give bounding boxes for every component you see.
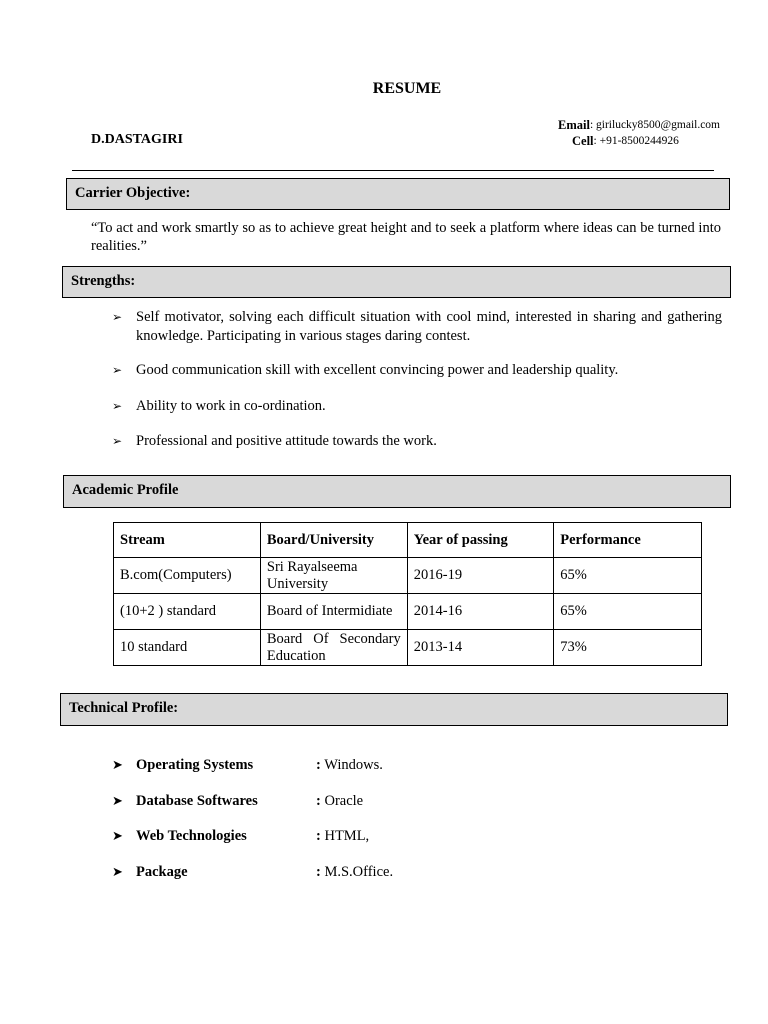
list-item: ➤ Package : M.S.Office.	[112, 863, 394, 880]
tech-key: Operating Systems	[136, 757, 254, 773]
cell-label: Cell	[572, 134, 594, 148]
technical-list	[112, 757, 393, 899]
arrow-bullet-icon: ➢	[112, 399, 123, 413]
table-cell: Board of Intermidiate	[260, 594, 407, 630]
table-cell: 73%	[554, 630, 702, 666]
contact-block	[520, 117, 720, 149]
table-cell: 2016-19	[407, 558, 554, 594]
list-item: ➤ Operating Systems : Windows.	[112, 757, 383, 773]
email-row: Email : girilucky8500@gmail.com	[558, 118, 721, 132]
arrow-bullet-icon: ➢	[112, 363, 123, 377]
header-divider	[72, 170, 714, 171]
resume-title: RESUME	[372, 80, 442, 97]
list-item: ➢ Ability to work in co-ordination.	[112, 398, 326, 414]
arrow-bullet-icon: ➢	[112, 434, 123, 448]
arrow-bullet-icon: ➤	[112, 792, 123, 808]
table-row	[114, 558, 702, 594]
technical-heading: Technical Profile:	[60, 693, 728, 726]
table-cell: Sri Rayalseema University	[260, 558, 407, 594]
cell-row: Cell : +91-8500244926	[572, 134, 679, 148]
objective-text: “To act and work smartly so as to achieve great height and to seek a platform where ideas can be turned into realities.”	[91, 220, 721, 254]
table-cell: 10 standard	[114, 630, 261, 666]
academic-heading: Academic Profile	[63, 475, 731, 508]
column-header: Performance	[554, 523, 702, 558]
table-cell: 65%	[554, 594, 702, 630]
list-item: ➢ Good communication skill with excellent convincing power and leadership quality.	[112, 362, 619, 378]
list-item: ➢ Professional and positive attitude towards the work.	[112, 433, 437, 449]
objective-heading: Carrier Objective:	[66, 178, 730, 210]
table-cell: 65%	[554, 558, 702, 594]
email-value: girilucky8500@gmail.com	[596, 119, 721, 131]
table-cell: B.com(Computers)	[114, 558, 261, 594]
table-cell: 2014-16	[407, 594, 554, 630]
column-header: Stream	[114, 523, 261, 558]
column-header: Year of passing	[407, 523, 554, 558]
table-row	[114, 630, 702, 666]
tech-value: HTML,	[324, 828, 370, 844]
column-header: Board/University	[260, 523, 407, 558]
tech-value: M.S.Office.	[324, 863, 394, 880]
tech-key: Database Softwares	[136, 792, 258, 809]
strengths-list	[112, 308, 722, 451]
list-item: ➤ Web Technologies : HTML,	[112, 828, 370, 844]
table-cell: (10+2 ) standard	[114, 594, 261, 630]
list-item: ➢ Self motivator, solving each difficult situation with cool mind, interested in sharing and gathering knowledge. Participating in various stages daring contest.	[112, 309, 722, 344]
tech-value: Windows.	[324, 757, 383, 773]
tech-key: Package	[136, 863, 188, 880]
cell-value: +91-8500244926	[599, 135, 679, 147]
table-header-row	[114, 523, 702, 558]
tech-value: Oracle	[324, 792, 364, 809]
arrow-bullet-icon: ➤	[112, 863, 123, 879]
table-row	[114, 594, 702, 630]
candidate-name: D.DASTAGIRI	[91, 132, 183, 147]
table-cell: 2013-14	[407, 630, 554, 666]
arrow-bullet-icon: ➤	[112, 828, 123, 843]
academic-table	[113, 522, 702, 666]
strengths-heading: Strengths:	[62, 266, 731, 298]
email-label: Email	[558, 118, 590, 132]
tech-key: Web Technologies	[136, 828, 247, 844]
table-cell: Board Of Secondary Education	[260, 630, 407, 666]
list-item: ➤ Database Softwares : Oracle	[112, 792, 364, 809]
arrow-bullet-icon: ➤	[112, 757, 123, 772]
arrow-bullet-icon: ➢	[112, 310, 123, 324]
